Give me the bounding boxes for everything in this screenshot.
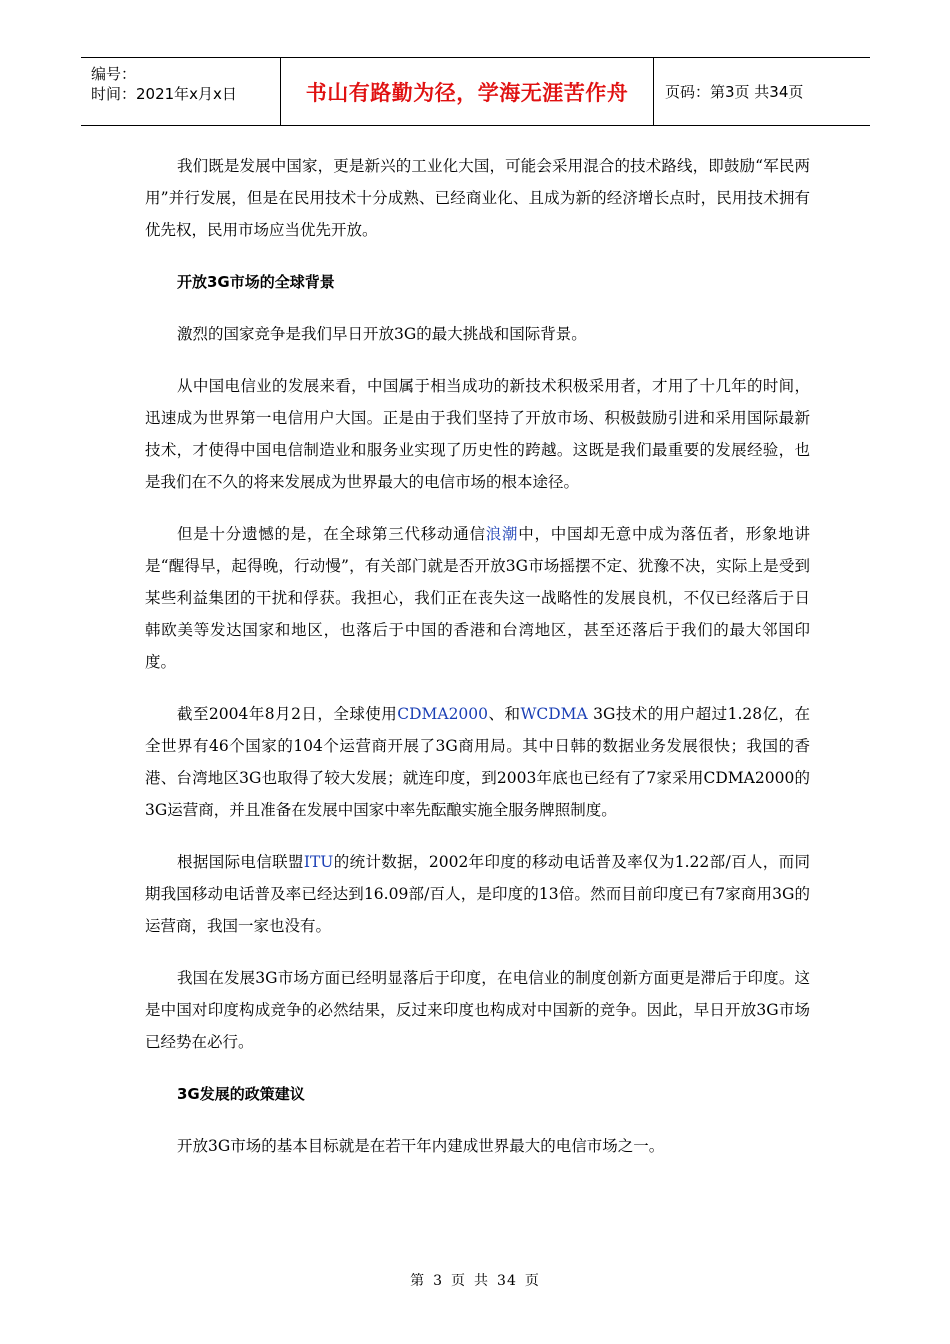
header-meta: [81, 58, 280, 125]
paragraph-6: [145, 846, 810, 942]
section-heading-2: 3G发展的政策建议: [177, 1085, 305, 1103]
footer-word-ye: 页: [451, 1273, 467, 1289]
paragraph-4-text-b: 中，中国却无意中成为落伍者，形象地讲是“醒得早，起得晚，行动慢”，有关部门就是否开放3G市场摇摆不定、犹豫不决，实际上是受到某些利益集团的干扰和俘获。我担心，我们正在丧失这一战略性的发展良机，不仅已经落后于日韩欧美等发达国家和地区，也落后于中国的香港和台湾地区，甚至还落后于我们的最大邻国印度。: [145, 525, 810, 671]
header-motto: 书山有路勤为径，学海无涯苦作舟: [280, 58, 654, 125]
footer-total-pages: 34: [497, 1273, 517, 1289]
paragraph-5: [145, 698, 810, 826]
link-langchao[interactable]: 浪潮: [485, 525, 519, 543]
header-page-info: 页码：第3页 共34页: [665, 83, 804, 101]
link-itu[interactable]: ITU: [303, 853, 334, 871]
paragraph-1: 我们既是发展中国家，更是新兴的工业化大国，可能会采用混合的技术路线，即鼓励“军民两用”并行发展，但是在民用技术十分成熟、已经商业化、且成为新的经济增长点时，民用技术拥有优先权，民用市场应当优先开放。: [145, 157, 810, 239]
paragraph-4: [145, 518, 810, 678]
paragraph-5-text-c: 3G技术的用户超过1.28亿，在全世界有46个国家的104个运营商开展了3G商用局。其中日韩的数据业务发展很快；我国的香港、台湾地区3G也取得了较大发展；就连印度，到2003年底也已经有了7家采用CDMA2000的3G运营商，并且准备在发展中国家中率先酝酿实施全服务牌照制度。: [145, 705, 810, 819]
footer-word-gong: 共: [474, 1273, 490, 1289]
paragraph-4-text-a: 但是十分遗憾的是，在全球第三代移动通信: [177, 525, 486, 543]
footer-word-di: 第: [410, 1273, 426, 1289]
document-body: [145, 150, 810, 1162]
time-label: 时间：2021年x月x日: [91, 85, 237, 103]
link-wcdma[interactable]: WCDMA: [520, 705, 588, 723]
footer-page-number: 3: [433, 1273, 444, 1289]
paragraph-2: 激烈的国家竞争是我们早日开放3G的最大挑战和国际背景。: [177, 325, 587, 343]
paragraph-7: 我国在发展3G市场方面已经明显落后于印度，在电信业的制度创新方面更是滞后于印度。这是中国对印度构成竞争的必然结果，反过来印度也构成对中国新的竞争。因此，早日开放3G市场已经势在必行。: [145, 969, 810, 1051]
section-heading-1: 开放3G市场的全球背景: [177, 273, 335, 291]
paragraph-5-text-a: 截至2004年8月2日，全球使用: [177, 705, 398, 723]
paragraph-8: 开放3G市场的基本目标就是在若干年内建成世界最大的电信市场之一。: [177, 1137, 665, 1155]
paragraph-6-text-a: 根据国际电信联盟: [177, 853, 304, 871]
paragraph-3: 从中国电信业的发展来看，中国属于相当成功的新技术积极采用者，才用了十几年的时间，迅速成为世界第一电信用户大国。正是由于我们坚持了开放市场、积极鼓励引进和采用国际最新技术，才使得中国电信制造业和服务业实现了历史性的跨越。这既是我们最重要的发展经验，也是我们在不久的将来发展成为世界最大的电信市场的根本途径。: [145, 377, 810, 491]
page-footer: [0, 1270, 950, 1290]
document-header: [81, 57, 870, 126]
paragraph-6-text-b: 的统计数据，2002年印度的移动电话普及率仅为1.22部/百人，而同期我国移动电话普及率已经达到16.09部/百人，是印度的13倍。然而目前印度已有7家商用3G的运营商，我国一家也没有。: [145, 853, 810, 935]
footer-word-ye-2: 页: [524, 1273, 540, 1289]
link-cdma2000[interactable]: CDMA2000: [397, 705, 489, 723]
number-label: 编号：: [91, 65, 137, 83]
paragraph-5-text-b: 、和: [488, 705, 521, 723]
